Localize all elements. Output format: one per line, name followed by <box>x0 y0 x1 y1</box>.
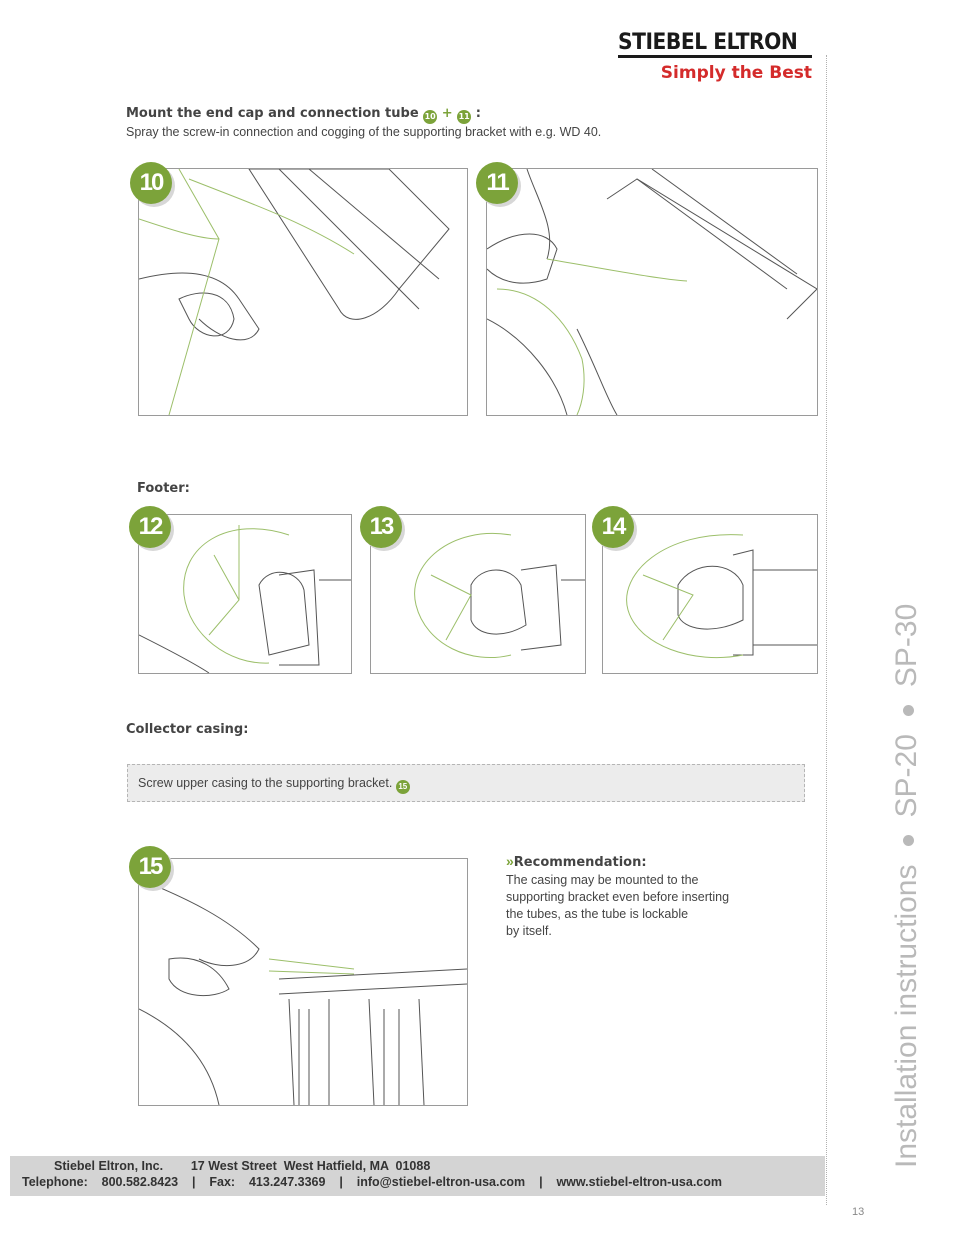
figure-12-drawing <box>139 515 351 673</box>
instruction-label: Screw upper casing to the supporting bracket. <box>138 776 393 790</box>
brand-logo: STIEBEL ELTRON <box>618 30 798 55</box>
page-number: 13 <box>852 1206 865 1218</box>
colon: : <box>475 106 481 121</box>
vertical-divider <box>826 55 827 1205</box>
brand-tagline: Simply the Best <box>660 63 812 83</box>
figure-ref-badge: 11 <box>457 110 471 124</box>
section-heading-footer: Footer: <box>137 481 190 496</box>
logo-underline <box>618 55 812 58</box>
recommendation-line: the tubes, as the tube is lockable <box>506 907 689 921</box>
figure-14-illustration <box>602 514 818 674</box>
side-title-model-1: SP-20 <box>890 734 923 818</box>
section-heading-end-cap <box>126 106 481 124</box>
recommendation-line: supporting bracket even before inserting <box>506 890 730 904</box>
figure-13-illustration <box>370 514 586 674</box>
figure-11-illustration <box>486 168 818 416</box>
recommendation-line: The casing may be mounted to the <box>506 873 699 887</box>
figure-12-illustration <box>138 514 352 674</box>
figure-ref-badge: 10 <box>423 110 437 124</box>
side-title-model-2: SP-30 <box>890 603 923 688</box>
section-heading-collector: Collector casing: <box>126 722 249 737</box>
plus-sign: + <box>441 106 453 121</box>
figure-badge-11: 11 <box>476 162 518 204</box>
section-heading-text: Mount the end cap and connection tube <box>126 106 419 121</box>
instruction-text <box>138 776 410 794</box>
figure-badge-14: 14 <box>592 506 634 548</box>
figure-badge-12: 12 <box>129 506 171 548</box>
figure-15-drawing <box>139 859 467 1105</box>
recommendation-line: by itself. <box>506 924 552 938</box>
instruction-box <box>127 764 805 802</box>
bullet-dot <box>903 705 914 716</box>
recommendation-marker: » <box>506 853 514 869</box>
contact-address: Stiebel Eltron, Inc. 17 West Street West Hatfield, MA 01088 <box>54 1159 431 1173</box>
recommendation-title: Recommendation: <box>513 855 647 870</box>
figure-ref-badge: 15 <box>396 780 410 794</box>
section-text-spray: Spray the screw-in connection and cogging of the supporting bracket with e.g. WD 40. <box>126 125 602 139</box>
figure-11-drawing <box>487 169 817 415</box>
figure-14-drawing <box>603 515 817 673</box>
contact-details: Telephone: 800.582.8423 | Fax: 413.247.3369 | info@stiebel-eltron-usa.com | www.stiebel-eltron-usa.com <box>22 1175 722 1189</box>
recommendation-text <box>506 872 729 940</box>
figure-13-drawing <box>371 515 585 673</box>
side-title <box>890 604 924 1168</box>
side-title-text: Installation instructions <box>890 864 923 1168</box>
figure-badge-10: 10 <box>130 162 172 204</box>
contact-footer-bar <box>10 1156 825 1196</box>
recommendation-heading <box>506 853 647 871</box>
figure-10-illustration <box>138 168 468 416</box>
figure-10-drawing <box>139 169 467 415</box>
bullet-dot <box>903 836 914 847</box>
figure-badge-13: 13 <box>360 506 402 548</box>
figure-badge-15: 15 <box>129 846 171 888</box>
figure-15-illustration <box>138 858 468 1106</box>
